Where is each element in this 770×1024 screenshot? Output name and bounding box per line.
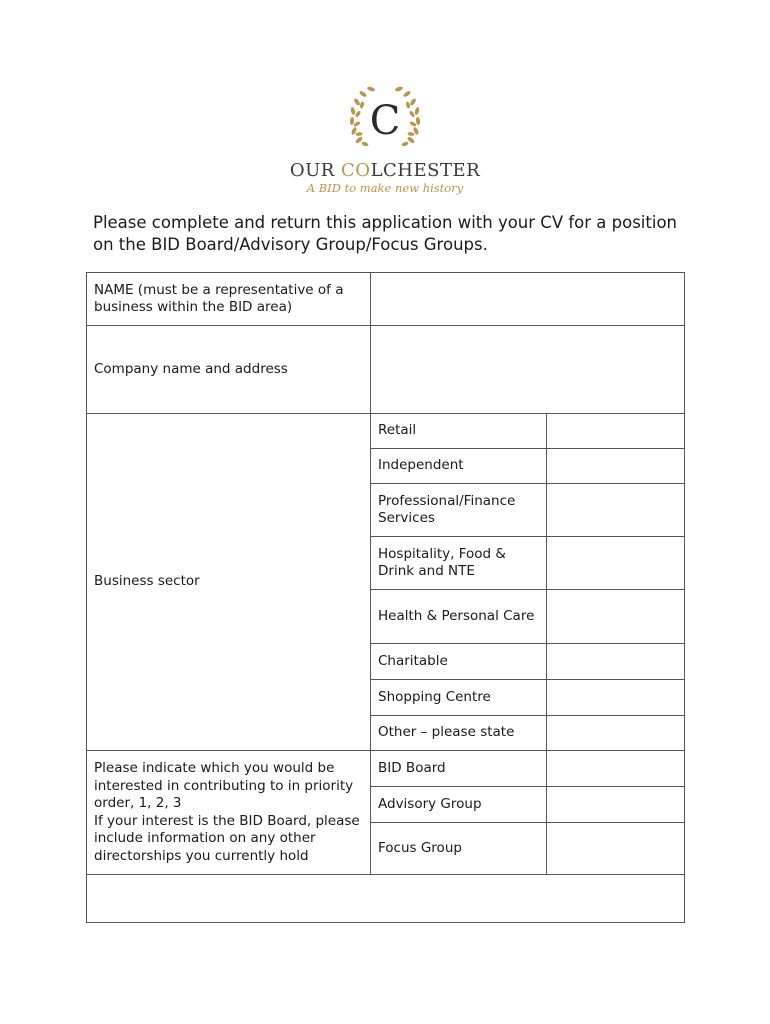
- sector-field[interactable]: [546, 536, 685, 590]
- laurel-wreath-icon: [345, 84, 425, 158]
- group-priority-field[interactable]: [546, 750, 685, 787]
- group-option: Focus Group: [370, 822, 547, 875]
- application-form: [86, 272, 685, 923]
- brand-accent: CO: [341, 160, 371, 181]
- sector-option: Health & Personal Care: [370, 589, 547, 644]
- logo-letter: C: [369, 98, 401, 144]
- intro-text: Please complete and return this application with your CV for a position on the BID Board/Advisory Group/Focus Groups.: [93, 213, 677, 254]
- brand-part-1: OUR: [289, 160, 342, 181]
- sector-option: Retail: [370, 413, 547, 449]
- sector-field[interactable]: [546, 679, 685, 716]
- group-option: Advisory Group: [370, 786, 547, 823]
- sector-field[interactable]: [546, 413, 685, 449]
- sector-option: Independent: [370, 448, 547, 484]
- interest-label: Please indicate which you would be interested in contributing to in priority order, 1, 2, 3 If your interest is the BID Board, please include information on any other directorships you currently hold: [86, 750, 371, 875]
- group-option: BID Board: [370, 750, 547, 787]
- sector-option: Charitable: [370, 643, 547, 680]
- sector-option: Other – please state: [370, 715, 547, 751]
- sector-field[interactable]: [546, 483, 685, 537]
- sector-option: Shopping Centre: [370, 679, 547, 716]
- sector-field[interactable]: [546, 589, 685, 644]
- sector-field[interactable]: [546, 448, 685, 484]
- sector-field[interactable]: [546, 643, 685, 680]
- brand-name: [0, 160, 770, 182]
- logo: [0, 84, 770, 195]
- name-field[interactable]: [370, 272, 685, 326]
- sector-label: Business sector: [86, 413, 371, 751]
- sector-option: Hospitality, Food & Drink and NTE: [370, 536, 547, 590]
- group-priority-field[interactable]: [546, 822, 685, 875]
- brand-part-2: LCHESTER: [370, 160, 481, 181]
- directorships-field[interactable]: [86, 874, 685, 923]
- sector-option: Professional/Finance Services: [370, 483, 547, 537]
- brand-tagline: A BID to make new history: [306, 181, 464, 195]
- company-field[interactable]: [370, 325, 685, 414]
- group-priority-field[interactable]: [546, 786, 685, 823]
- company-label: Company name and address: [86, 325, 371, 414]
- name-label: NAME (must be a representative of a business within the BID area): [86, 272, 371, 326]
- sector-field[interactable]: [546, 715, 685, 751]
